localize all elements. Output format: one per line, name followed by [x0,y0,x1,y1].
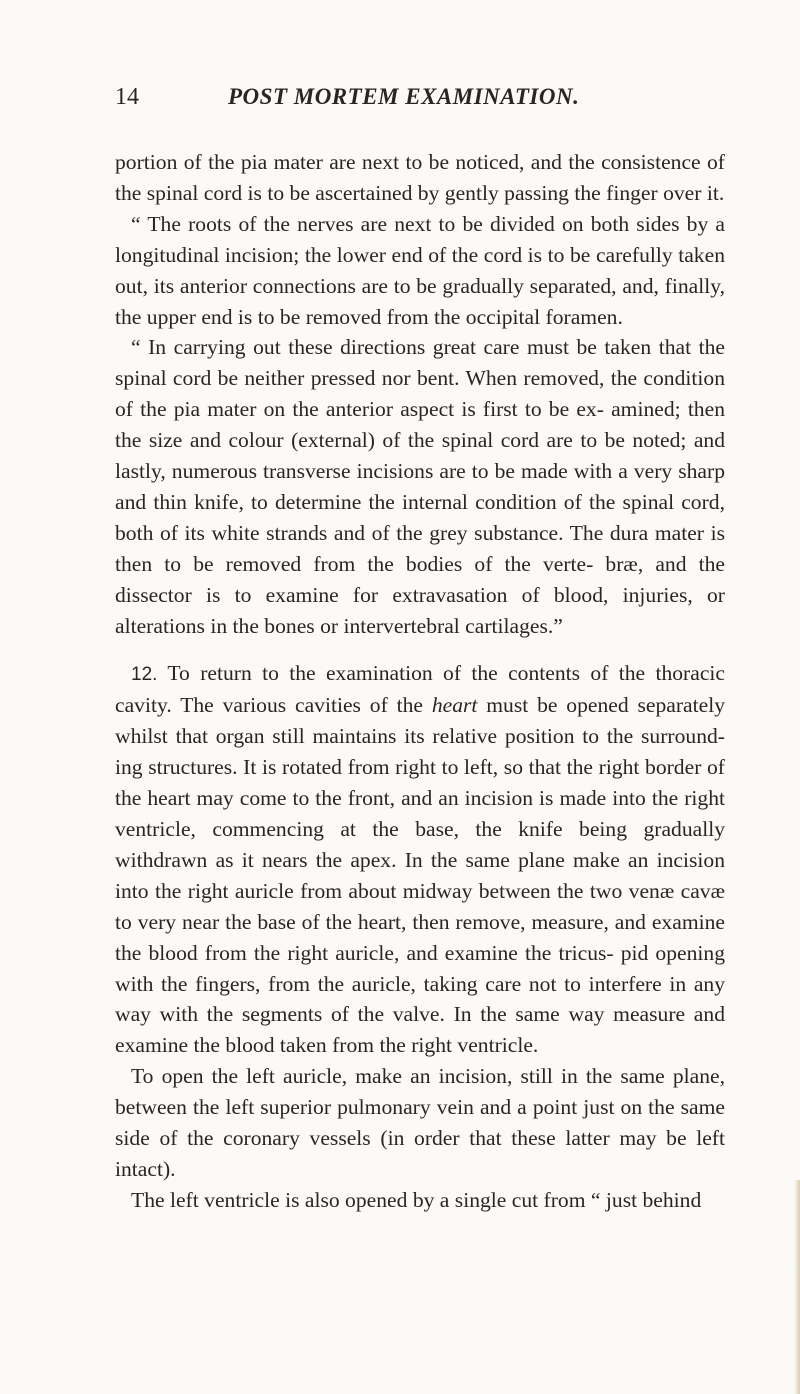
section-12-text-end: must be opened separately whilst that organ still maintains its relative position to the surround- ing structures. It is rotated from right to left, so that the right border of the heart may come to the front, and an incision is made into the right ventricle, commencing at the base, the knife being gradually withdrawn as it nears the apex. In the same plane make an incision into the right auricle from about midway between the two venæ cavæ to very near the base of the heart, then remove, measure, and examine the blood from the right auricle, and examine the tricus- pid opening with the fingers, from the auricle, taking care not to interfere in any way with the segments of the valve. In the same way measure and examine the blood taken from the right ventricle. [115,693,726,1058]
paragraph-left-auricle: To open the left auricle, make an incision, still in the same plane, between the left superior pulmonary vein and a point just on the same side of the coronary vessels (in order that these latter may be left intact). [115,1064,725,1181]
paragraph-quote-nerve-roots: “ The roots of the nerves are next to be divided on both sides by a longitudinal incision; the lower end of the cord is to be carefully taken out, its anterior connections are to be gradually separated, and, finally, the upper end is to be removed from the occipital foramen. [115,211,725,329]
paragraph-continued: portion of the pia mater are next to be noticed, and the consistence of the spinal cord is to be ascertained by gently passing the finger over it. [115,150,725,205]
running-title: POST MORTEM EXAMINATION. [228,84,580,109]
section-number: 12. [131,663,158,685]
section-12-paragraph [115,658,725,1062]
body-text [115,147,725,1216]
section-12-text-start: To return to the examination of the contents of the thoracic cavity. The various cavities of the [115,660,725,718]
page-number: 14 [115,84,139,110]
paragraph-left-ventricle: The left ventricle is also opened by a single cut from “ just behind [131,1187,702,1212]
running-header [0,80,800,114]
page-edge-shadow [794,1180,800,1394]
paragraph-quote-spinal-cord-care: “ In carrying out these directions great care must be taken that the spinal cord be neither pressed nor bent. When removed, the condition of the pia mater on the anterior aspect is first to be ex- amined; then the size and colour (external) of the spinal cord are to be noted; and lastly, numerous transverse incisions are to be made with a very sharp and thin knife, to determine the internal condition of the spinal cord, both of its white strands and of the grey substance. The dura mater is then to be removed from the bodies of the verte- bræ, and the dissector is to examine for extravasation of blood, injuries, or alterations in the bones or intervertebral cartilages.” [115,335,725,638]
italic-term-heart: heart [431,693,478,718]
